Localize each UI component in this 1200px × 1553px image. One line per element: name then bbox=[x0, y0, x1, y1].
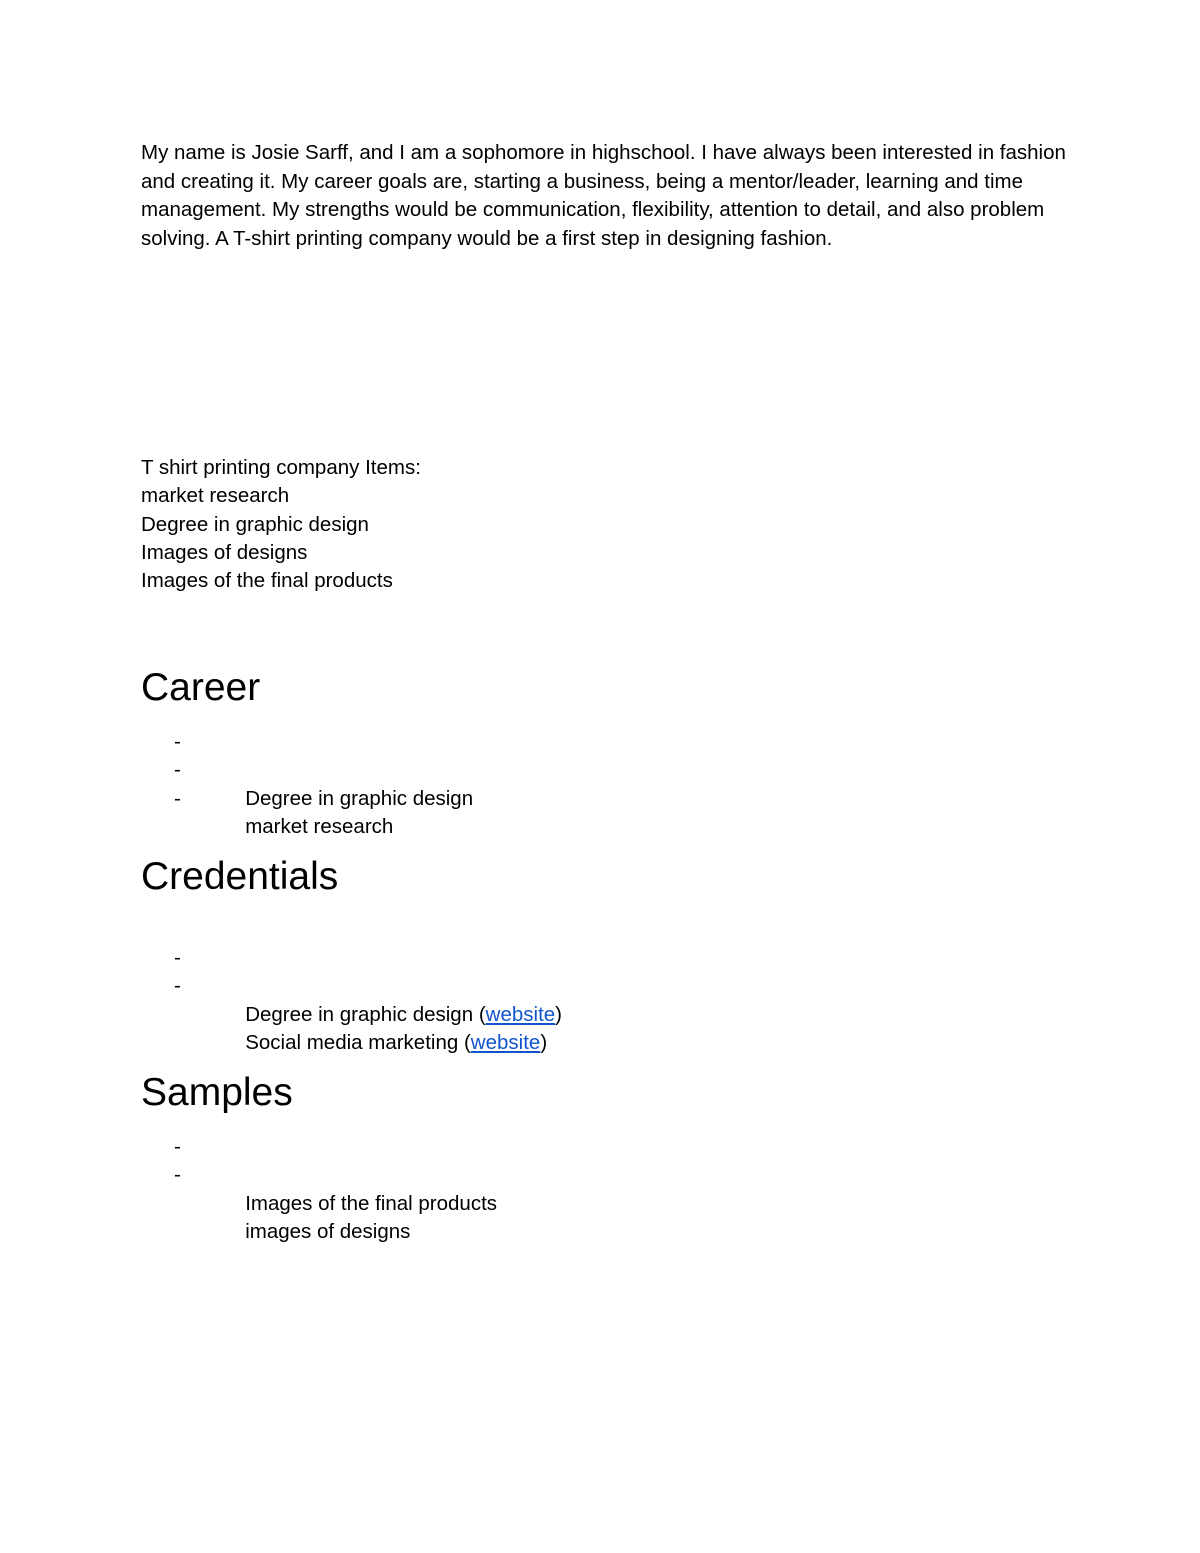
items-line-market-research: market research bbox=[141, 484, 290, 508]
close-paren: ) bbox=[540, 1031, 548, 1055]
close-paren: ) bbox=[555, 1002, 562, 1026]
items-line-design-images: Images of designs bbox=[141, 540, 308, 564]
items-block bbox=[141, 454, 841, 595]
career-item-market-research: market research bbox=[245, 815, 394, 839]
credential-item-social-media: Social media marketing bbox=[245, 1031, 459, 1055]
career-item-degree: Degree in graphic design bbox=[245, 786, 474, 810]
social-media-website-link[interactable]: website bbox=[470, 1031, 541, 1055]
intro-paragraph: My name is Josie Sarff, and I am a sophomore in highschool. I have always been interested in fashion and creating it. My career goals are, starting a business, being a mentor/leader, learning and time management. My strengths would be communication, flexibility, attention to detail, and also problem solving. A T-shirt printing company would be a first step in designing fashion. bbox=[141, 141, 1066, 250]
items-line-product-images: Images of the final products bbox=[141, 569, 393, 593]
open-paren: ( bbox=[473, 1002, 486, 1026]
list-item bbox=[141, 785, 941, 813]
samples-list bbox=[141, 1133, 941, 1244]
items-heading: T shirt printing company Items: bbox=[141, 456, 421, 479]
degree-website-link[interactable]: website bbox=[485, 1002, 556, 1026]
bullet-dash: - bbox=[174, 758, 181, 782]
bullet-dash: - bbox=[174, 946, 181, 969]
credentials-list bbox=[141, 944, 941, 1055]
list-item bbox=[141, 1133, 941, 1215]
bullet-dash: - bbox=[174, 1163, 181, 1187]
sample-item-designs: images of designs bbox=[245, 1220, 411, 1244]
career-list bbox=[141, 728, 941, 839]
career-heading: Career bbox=[141, 666, 261, 709]
open-paren: ( bbox=[458, 1031, 471, 1055]
bullet-dash: - bbox=[174, 730, 181, 753]
credentials-heading: Credentials bbox=[141, 855, 339, 898]
list-item bbox=[141, 944, 941, 1026]
samples-heading: Samples bbox=[141, 1071, 293, 1114]
items-line-degree: Degree in graphic design bbox=[141, 512, 369, 536]
list-item bbox=[141, 728, 941, 810]
bullet-dash: - bbox=[174, 974, 181, 998]
bullet-dash: - bbox=[174, 1135, 181, 1158]
bullet-dash: - bbox=[174, 786, 181, 810]
credential-item-degree: Degree in graphic design bbox=[245, 1002, 474, 1026]
sample-item-final-products: Images of the final products bbox=[245, 1191, 498, 1215]
